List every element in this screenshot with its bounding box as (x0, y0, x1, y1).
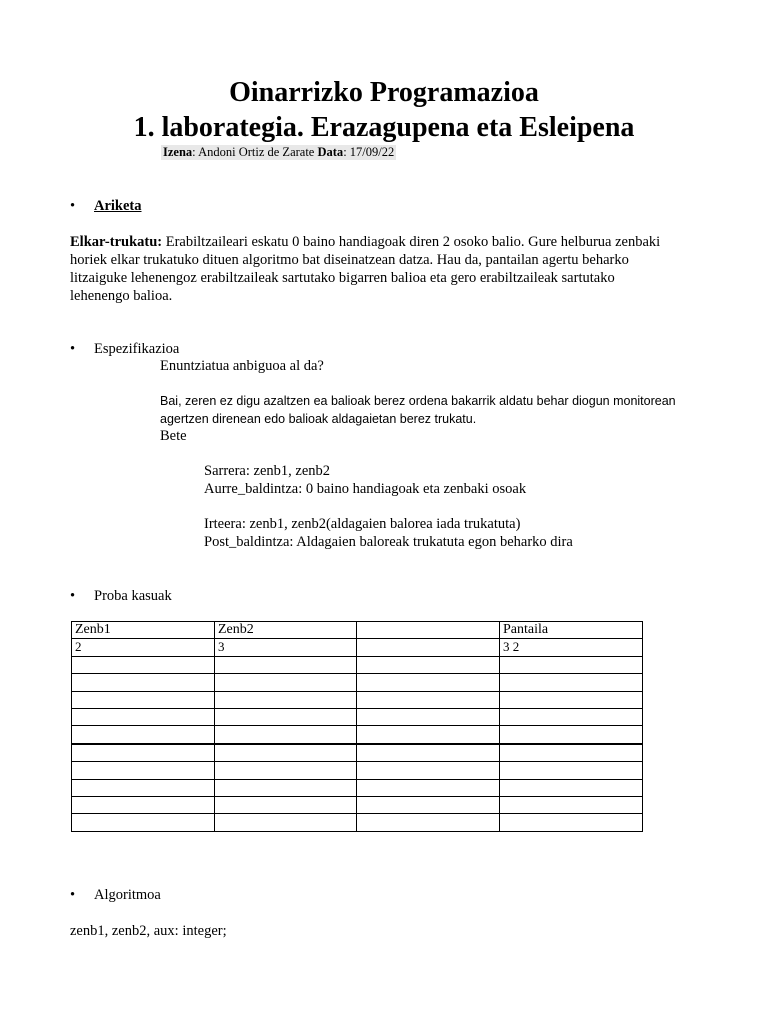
irteera-text: Irteera: zenb1, zenb2(aldagaien balorea iada trukatuta) (204, 516, 521, 532)
document-subtitle: 1. laborategia. Erazagupena eta Esleipena (133, 112, 635, 143)
table-cell (72, 674, 215, 691)
table-cell: 2 (72, 639, 215, 656)
table-cell (215, 691, 357, 708)
table-cell (215, 708, 357, 725)
name-value: : Andoni Ortiz de Zarate (192, 145, 318, 159)
table-cell (500, 779, 643, 796)
table-cell (500, 656, 643, 673)
table-cell (72, 796, 215, 813)
table-cell: 3 2 (500, 639, 643, 656)
proba-heading: Proba kasuak (94, 588, 172, 604)
table-cell (215, 762, 357, 779)
table-cell (72, 656, 215, 673)
table-cell (357, 708, 500, 725)
section-proba-kasuak (70, 587, 172, 605)
table-row (72, 762, 643, 779)
table-cell (500, 674, 643, 691)
table-cell (215, 656, 357, 673)
table-cell (72, 744, 215, 762)
table-cell (500, 708, 643, 725)
question-text: Enuntziatua anbiguoa al da? (160, 358, 324, 374)
section-algoritmoa (70, 886, 161, 904)
table-cell (72, 691, 215, 708)
section-espezifikazioa (70, 340, 179, 358)
table-cell (357, 779, 500, 796)
aurre-baldintza-text: Aurre_baldintza: 0 baino handiagoak eta zenbaki osoak (204, 481, 527, 497)
table-row (72, 674, 643, 691)
table-header-cell (357, 622, 500, 639)
table-row (72, 691, 643, 708)
table-cell (357, 744, 500, 762)
ariketa-lead: Elkar-trukatu: (70, 234, 163, 250)
table-header-row (72, 622, 643, 639)
table-row (72, 796, 643, 813)
table-cell (72, 779, 215, 796)
table-cell (357, 639, 500, 656)
code-line: zenb1, zenb2, aux: integer; (70, 923, 227, 939)
table-row (72, 639, 643, 656)
bullet-icon: • (70, 341, 76, 357)
bullet-icon: • (70, 198, 76, 214)
table-cell (72, 762, 215, 779)
ariketa-line: litzaiguke lehenengoz erabiltzaileak sartutako bigarren balioa eta gero erabiltzaileak sartutako (70, 270, 615, 286)
table-row (72, 779, 643, 796)
table-cell (357, 656, 500, 673)
table-cell (72, 814, 215, 831)
table-cell (215, 744, 357, 762)
ariketa-line: Elkar-trukatu: Erabiltzaileari eskatu 0 baino handiagoak diren 2 osoko balio. Gure helburua zenbaki (70, 234, 661, 250)
table-cell (72, 708, 215, 725)
date-label: Data (317, 145, 344, 159)
bullet-icon: • (70, 887, 76, 903)
answer-line: agertzen direnean edo balioak aldagaietan berez trukatu. (160, 412, 477, 426)
ariketa-line: lehenengo balioa. (70, 288, 173, 304)
table-cell (215, 726, 357, 744)
table-cell (215, 674, 357, 691)
table-cell (215, 796, 357, 813)
table-cell (500, 744, 643, 762)
bullet-icon: • (70, 588, 76, 604)
table-header-cell: Zenb2 (215, 622, 357, 639)
document-title: Oinarrizko Programazioa (229, 77, 539, 108)
table-cell (72, 726, 215, 744)
algoritmoa-heading: Algoritmoa (94, 887, 161, 903)
table-cell (357, 796, 500, 813)
table-cell (500, 814, 643, 831)
ariketa-heading: Ariketa (94, 198, 142, 214)
name-label: Izena (163, 145, 193, 159)
table-cell (500, 762, 643, 779)
table-cell (357, 674, 500, 691)
test-cases-table (71, 621, 643, 832)
section-ariketa (70, 197, 142, 215)
date-value: : 17/09/22 (343, 145, 395, 159)
table-header-cell: Pantaila (500, 622, 643, 639)
post-baldintza-text: Post_baldintza: Aldagaien baloreak trukatuta egon beharko dira (204, 534, 573, 550)
table-cell (357, 762, 500, 779)
table-cell (357, 814, 500, 831)
table-cell (500, 691, 643, 708)
table-cell (357, 726, 500, 744)
table-row (72, 744, 643, 762)
table-cell (500, 796, 643, 813)
sarrera-text: Sarrera: zenb1, zenb2 (204, 463, 331, 479)
table-header-cell: Zenb1 (72, 622, 215, 639)
espezifikazioa-heading: Espezifikazioa (94, 341, 180, 357)
bete-text: Bete (160, 428, 187, 444)
table-row (72, 708, 643, 725)
table-cell (215, 814, 357, 831)
ariketa-line: horiek elkar trukatuko dituen algoritmo bat diseinatzean datza. Hau da, pantailan agertu beharko (70, 252, 629, 268)
table-cell: 3 (215, 639, 357, 656)
table-cell (500, 726, 643, 744)
author-date-line (161, 145, 396, 160)
table-row (72, 814, 643, 831)
answer-line: Bai, zeren ez digu azaltzen ea balioak berez ordena bakarrik aldatu behar diogun monitorean (160, 394, 676, 408)
table-cell (357, 691, 500, 708)
table-row (72, 656, 643, 673)
ariketa-paragraph (70, 233, 700, 305)
table-row (72, 726, 643, 744)
table-cell (215, 779, 357, 796)
